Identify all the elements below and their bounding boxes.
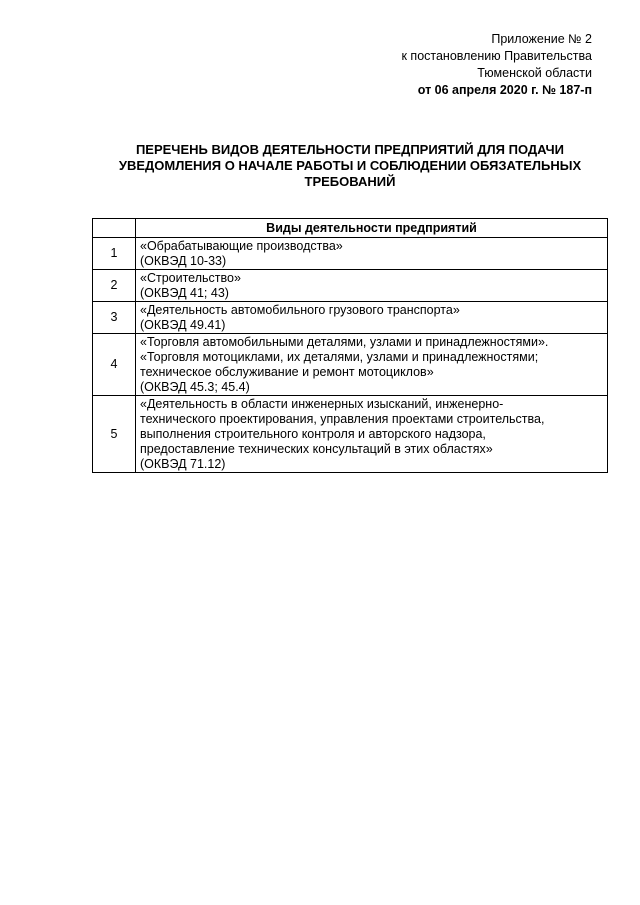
activity-line: «Обрабатывающие производства» — [140, 239, 343, 253]
activity-line: (ОКВЭД 10-33) — [140, 254, 227, 268]
table-row — [93, 396, 608, 473]
activity-line: «Торговля автомобильными деталями, узлами и принадлежностями». — [140, 335, 549, 349]
activity-line: «Строительство» — [140, 271, 241, 285]
activity-line: (ОКВЭД 71.12) — [140, 457, 226, 471]
activity-cell — [136, 238, 608, 270]
row-number: 2 — [93, 270, 136, 302]
activity-cell — [136, 302, 608, 334]
title-line: ПЕРЕЧЕНЬ ВИДОВ ДЕЯТЕЛЬНОСТИ ПРЕДПРИЯТИЙ ДЛЯ ПОДАЧИ — [135, 142, 565, 157]
appendix-resolution-ref: к постановлению Правительства — [401, 49, 592, 63]
activity-cell — [136, 396, 608, 473]
row-number: 4 — [93, 334, 136, 396]
title-line: УВЕДОМЛЕНИЯ О НАЧАЛЕ РАБОТЫ И СОБЛЮДЕНИИ ОБЯЗАТЕЛЬНЫХ — [118, 158, 582, 173]
table-row — [93, 334, 608, 396]
activity-cell — [136, 270, 608, 302]
row-number: 5 — [93, 396, 136, 473]
activity-line: технического проектирования, управления проектами строительства, — [140, 412, 545, 426]
activity-line: «Торговля мотоциклами, их деталями, узлами и принадлежностями; — [140, 350, 539, 364]
appendix-number: Приложение № 2 — [491, 32, 592, 46]
activity-line: «Деятельность автомобильного грузового транспорта» — [140, 303, 460, 317]
activity-line: (ОКВЭД 49.41) — [140, 318, 226, 332]
activities-table — [92, 218, 608, 473]
activity-line: выполнения строительного контроля и авторского надзора, — [140, 427, 486, 441]
appendix-date: от 06 апреля 2020 г. № 187-п — [417, 83, 592, 97]
row-number: 1 — [93, 238, 136, 270]
activity-line: (ОКВЭД 45.3; 45.4) — [140, 380, 250, 394]
table-row — [93, 270, 608, 302]
activity-line: техническое обслуживание и ремонт мотоциклов» — [140, 365, 434, 379]
number-column-header — [93, 219, 136, 238]
activity-line: «Деятельность в области инженерных изысканий, инженерно- — [140, 397, 504, 411]
appendix-header — [332, 31, 592, 99]
row-number: 3 — [93, 302, 136, 334]
document-title — [92, 142, 608, 190]
activity-line: предоставление технических консультаций в этих областях» — [140, 442, 493, 456]
table-header-row — [93, 219, 608, 238]
activity-line: (ОКВЭД 41; 43) — [140, 286, 229, 300]
activity-column-header: Виды деятельности предприятий — [136, 219, 608, 238]
appendix-region: Тюменской области — [477, 66, 592, 80]
activity-cell — [136, 334, 608, 396]
title-line: ТРЕБОВАНИЙ — [304, 174, 396, 189]
table-row — [93, 238, 608, 270]
table-row — [93, 302, 608, 334]
